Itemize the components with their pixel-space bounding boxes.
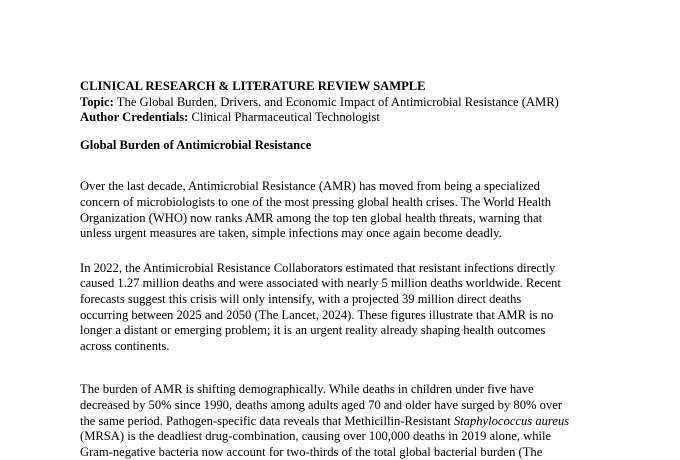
document-title: CLINICAL RESEARCH & LITERATURE REVIEW SAMPLE: [80, 79, 426, 93]
paragraph-line: decreased by 50% since 1990, deaths among adults aged 70 and older have surged by 80% over: [80, 397, 563, 412]
paragraph-line: occurring between 2025 and 2050 (The Lancet, 2024). These figures illustrate that AMR is no: [80, 307, 554, 322]
paragraph-line: In 2022, the Antimicrobial Resistance Collaborators estimated that resistant infections directly: [80, 260, 556, 275]
section-title: Global Burden of Antimicrobial Resistance: [80, 137, 312, 152]
topic-line: [80, 95, 600, 111]
topic-value: The Global Burden, Drivers, and Economic Impact of Antimicrobial Resistance (AMR): [113, 94, 559, 109]
credentials-value: Clinical Pharmaceutical Technologist: [188, 110, 380, 125]
paragraph-line: forecasts suggest this crisis will only intensify, with a projected 39 million direct deaths: [80, 291, 522, 306]
credentials-line: [80, 110, 600, 126]
paragraph-text: the same period. Pathogen-specific data reveals that Methicillin-Resistant: [80, 413, 454, 428]
credentials-label: Author Credentials:: [80, 110, 189, 125]
pathogen-name: Staphylococcus aureus: [453, 413, 570, 428]
topic-label: Topic:: [80, 94, 114, 109]
document-page: [80, 79, 600, 460]
paragraph-line: across continents.: [80, 338, 170, 353]
paragraph-line: longer a distant or emerging problem; it is an urgent reality already shaping health outcomes: [80, 323, 546, 338]
paragraph-line: Organization (WHO) now ranks AMR among the top ten global health threats, warning that: [80, 210, 543, 225]
paragraph-line: The burden of AMR is shifting demographically. While deaths in children under five have: [80, 382, 534, 397]
paragraph-line: Over the last decade, Antimicrobial Resistance (AMR) has moved from being a specialized: [80, 179, 540, 194]
paragraph-line: Gram-negative bacteria now account for two-thirds of the total global bacterial burden (The: [80, 444, 543, 459]
paragraph-line: concern of microbiologists to one of the most pressing global health crises. The World Health: [80, 194, 552, 209]
paragraph-2: [80, 261, 600, 355]
paragraph-line: unless urgent measures are taken, simple infections may once again become deadly.: [80, 226, 502, 241]
paragraph-3: [80, 382, 600, 460]
paragraph-1: [80, 179, 600, 241]
paragraph-line: caused 1.27 million deaths and were associated with nearly 5 million deaths worldwide. Recent: [80, 276, 561, 291]
paragraph-line: [80, 414, 600, 430]
paragraph-line: (MRSA) is the deadliest drug-combination, causing over 100,000 deaths in 2019 alone, while: [80, 429, 552, 444]
